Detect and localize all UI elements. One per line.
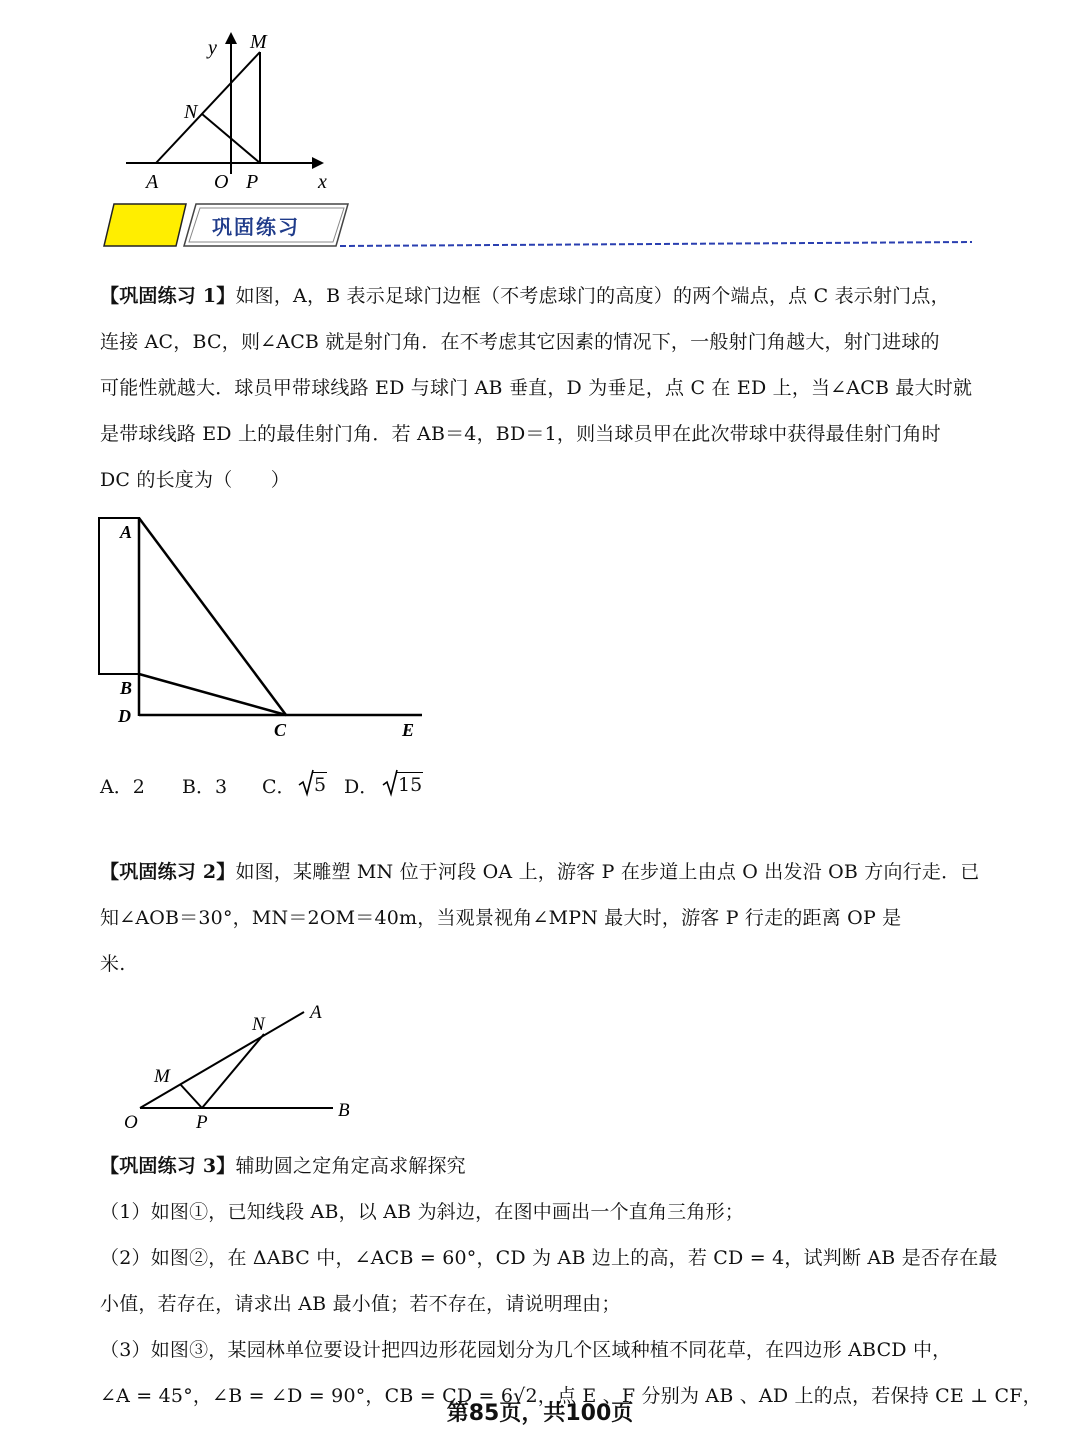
exercise-3-q2b: 小值，若存在，请求出 AB 最小值；若不存在，请说明理由； [100, 1293, 621, 1315]
fig2-label-n: N [252, 1014, 265, 1035]
exercise-2-tag: 【巩固练习 2】 [100, 861, 236, 883]
exercise-1-line-1: 【巩固练习 1】如图，A，B 表示足球门边框（不考虑球门的高度）的两个端点，点 C 表示射门点， [100, 285, 950, 307]
fig1-label-e: E [402, 720, 415, 740]
exercise-3-tag: 【巩固练习 3】 [100, 1155, 236, 1177]
fig2-label-m: M [154, 1066, 170, 1087]
radical-sign-icon [298, 768, 314, 798]
choice-c-radicand: 5 [314, 774, 327, 796]
label-m: M [250, 31, 267, 53]
exercise-2-text [100, 849, 980, 987]
section-banner [100, 202, 980, 250]
page-footer: 第85页，共100页 [446, 1401, 634, 1426]
fig1-label-d: D [118, 706, 131, 726]
radical-sign-icon [382, 768, 398, 798]
exercise-2-line-2: 知∠AOB＝30°，MN＝2OM＝40m，当观景视角∠MPN 最大时，游客 P 行走的距离 OP 是 [100, 907, 902, 929]
section-title: 巩固练习 [212, 215, 300, 239]
choice-d-radicand: 15 [398, 774, 423, 796]
exercise-3-q3b: ∠A = 45°，∠B = ∠D = 90°，CB = CD = 6√2，点 E 、F 分别为 AB 、AD 上的点，若保持 CE ⊥ CF， [100, 1385, 1042, 1407]
exercise-1-line-3: 可能性就越大．球员甲带球线路 ED 与球门 AB 垂直，D 为垂足，点 C 在 ED 上，当∠ACB 最大时就 [100, 377, 973, 399]
exercise-3-q2a: （2）如图②，在 ΔABC 中，∠ACB = 60°，CD 为 AB 边上的高，若 CD = 4，试判断 AB 是否存在最 [100, 1247, 998, 1269]
label-y: y [208, 37, 217, 59]
choice-c-label: C． [262, 776, 296, 798]
fig2-label-o: O [124, 1112, 138, 1133]
choice-d-label: D． [344, 776, 379, 798]
exercise-1-choices [100, 768, 500, 804]
label-p: P [246, 171, 259, 193]
figure-sculpture-angle [118, 996, 368, 1136]
choice-b: B．3 [182, 776, 228, 798]
fig2-label-b: B [338, 1100, 350, 1121]
figure-coordinate-triangle [120, 26, 350, 196]
exercise-2-line-1: 【巩固练习 2】如图，某雕塑 MN 位于河段 OA 上，游客 P 在步道上由点 O 出发沿 OB 方向行走．已 [100, 861, 980, 883]
label-o: O [214, 171, 229, 193]
label-a: A [146, 171, 159, 193]
exercise-3-line-title: 【巩固练习 3】辅助圆之定角定高求解探究 [100, 1155, 466, 1177]
exercise-3-text [100, 1143, 1042, 1419]
exercise-1-line-2: 连接 AC，BC，则∠ACB 就是射门角．在不考虑其它因素的情况下，一般射门角越大，射门进球的 [100, 331, 940, 353]
exercise-1-line-4: 是带球线路 ED 上的最佳射门角．若 AB＝4，BD＝1，则当球员甲在此次带球中获得最佳射门角时 [100, 423, 941, 445]
fig2-label-p: P [196, 1112, 208, 1133]
exercise-3-q3a: （3）如图③，某园林单位要设计把四边形花园划分为几个区域种植不同花草，在四边形 ABCD 中， [100, 1339, 952, 1361]
label-x: x [318, 171, 327, 193]
figure-goal-shot [96, 514, 436, 744]
fig1-label-c: C [274, 720, 287, 740]
fig1-label-a: A [120, 522, 133, 542]
exercise-1-text [100, 273, 980, 503]
exercise-1-line-5: DC 的长度为（ ） [100, 469, 291, 491]
exercise-3-q1: （1）如图①，已知线段 AB，以 AB 为斜边，在图中画出一个直角三角形； [100, 1201, 744, 1223]
fig2-label-a: A [310, 1002, 322, 1023]
label-n: N [184, 101, 198, 123]
exercise-1-tag: 【巩固练习 1】 [100, 285, 236, 307]
exercise-2-line-3: 米. [100, 953, 126, 975]
choice-a: A．2 [100, 776, 145, 798]
fig1-label-b: B [120, 678, 133, 698]
